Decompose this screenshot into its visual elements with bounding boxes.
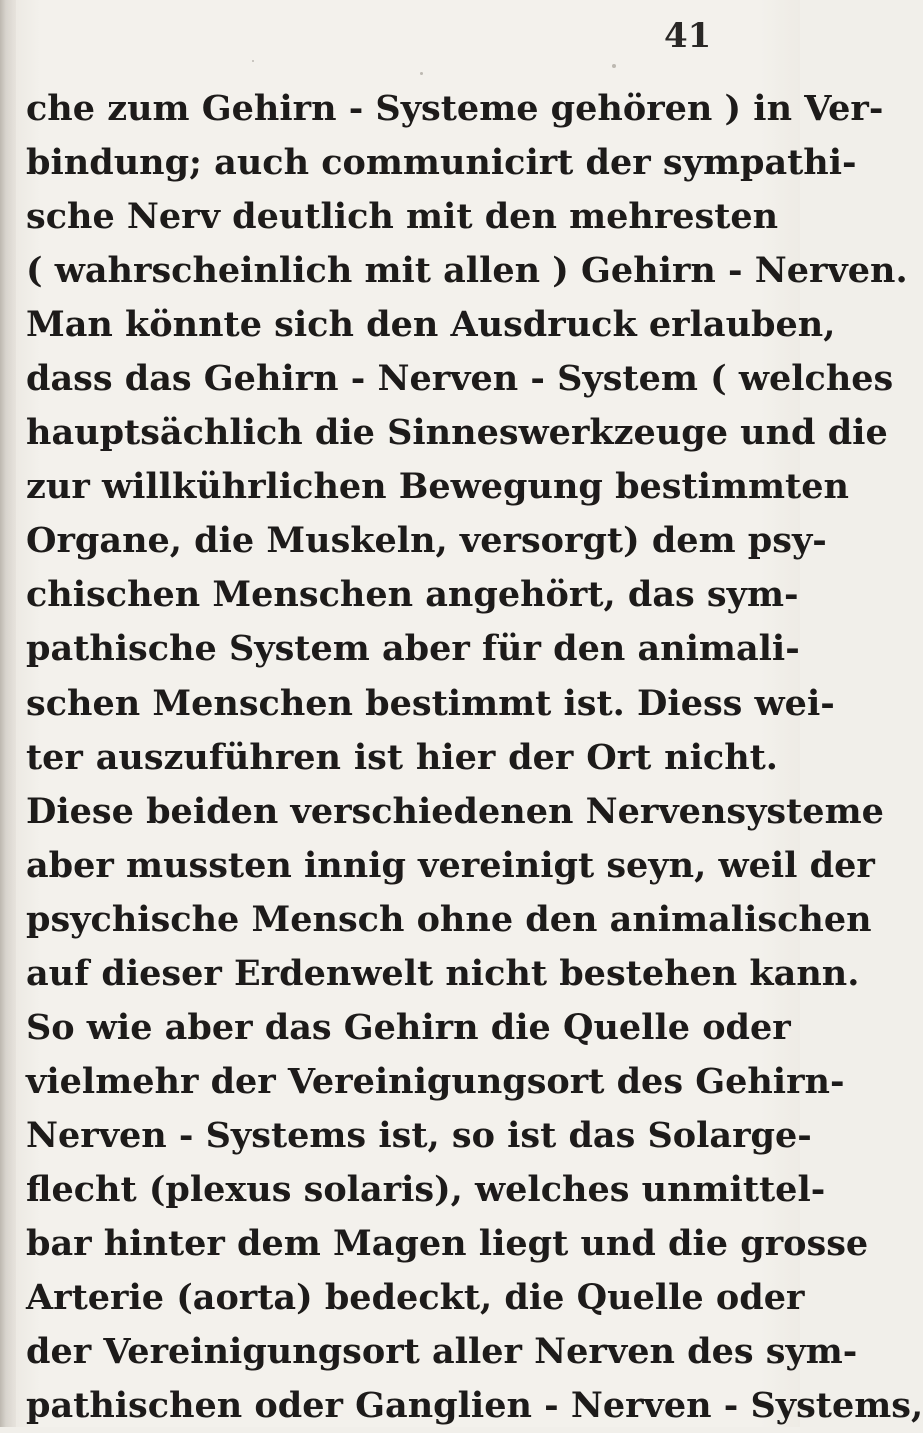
page-number: 41 xyxy=(664,16,712,56)
body-text xyxy=(26,82,923,1433)
text-line: hauptsächlich die Sinneswerkzeuge und die xyxy=(26,412,888,454)
text-line: aber mussten innig vereinigt seyn, weil der xyxy=(26,844,875,886)
text-line: sche Nerv deutlich mit den mehresten xyxy=(26,196,779,238)
text-line: ( wahrscheinlich mit allen ) Gehirn - Nerven. xyxy=(26,250,908,292)
text-line: Nerven - Systems ist, so ist das Solarge- xyxy=(26,1114,812,1156)
text-line: schen Menschen bestimmt ist. Diess wei- xyxy=(26,682,835,724)
text-line: vielmehr der Vereinigungsort des Gehirn- xyxy=(26,1060,845,1102)
text-line: der Vereinigungsort aller Nerven des sym- xyxy=(26,1331,858,1373)
text-line: Man könnte sich den Ausdruck erlauben, xyxy=(26,304,836,346)
text-line: psychische Mensch ohne den animalischen xyxy=(26,898,872,940)
text-line: flecht (plexus solaris), welches unmittel- xyxy=(26,1168,826,1210)
text-line: chischen Menschen angehört, das sym- xyxy=(26,574,799,616)
text-line: pathischen oder Ganglien - Nerven - Systems, xyxy=(26,1385,923,1427)
paper-speck xyxy=(420,72,423,75)
text-line: Arterie (aorta) bedeckt, die Quelle oder xyxy=(26,1277,805,1319)
text-line: pathische System aber für den animali- xyxy=(26,628,800,670)
text-line: bindung; auch communicirt der sympathi- xyxy=(26,142,857,184)
text-line: che zum Gehirn - Systeme gehören ) in Ver- xyxy=(26,88,884,129)
text-line: Diese beiden verschiedenen Nervensysteme xyxy=(26,790,884,832)
text-line: So wie aber das Gehirn die Quelle oder xyxy=(26,1006,791,1048)
text-line: ter auszuführen ist hier der Ort nicht. xyxy=(26,736,778,778)
text-line: dass das Gehirn - Nerven - System ( welches xyxy=(26,358,894,400)
text-line: zur willkührlichen Bewegung bestimmten xyxy=(26,466,849,508)
page-binding-edge xyxy=(0,0,16,1427)
text-line: bar hinter dem Magen liegt und die grosse xyxy=(26,1222,869,1264)
paper-speck xyxy=(612,64,616,68)
text-line: Organe, die Muskeln, versorgt) dem psy- xyxy=(26,520,827,562)
text-line: auf dieser Erdenwelt nicht bestehen kann. xyxy=(26,952,860,994)
paper-speck xyxy=(252,60,254,62)
